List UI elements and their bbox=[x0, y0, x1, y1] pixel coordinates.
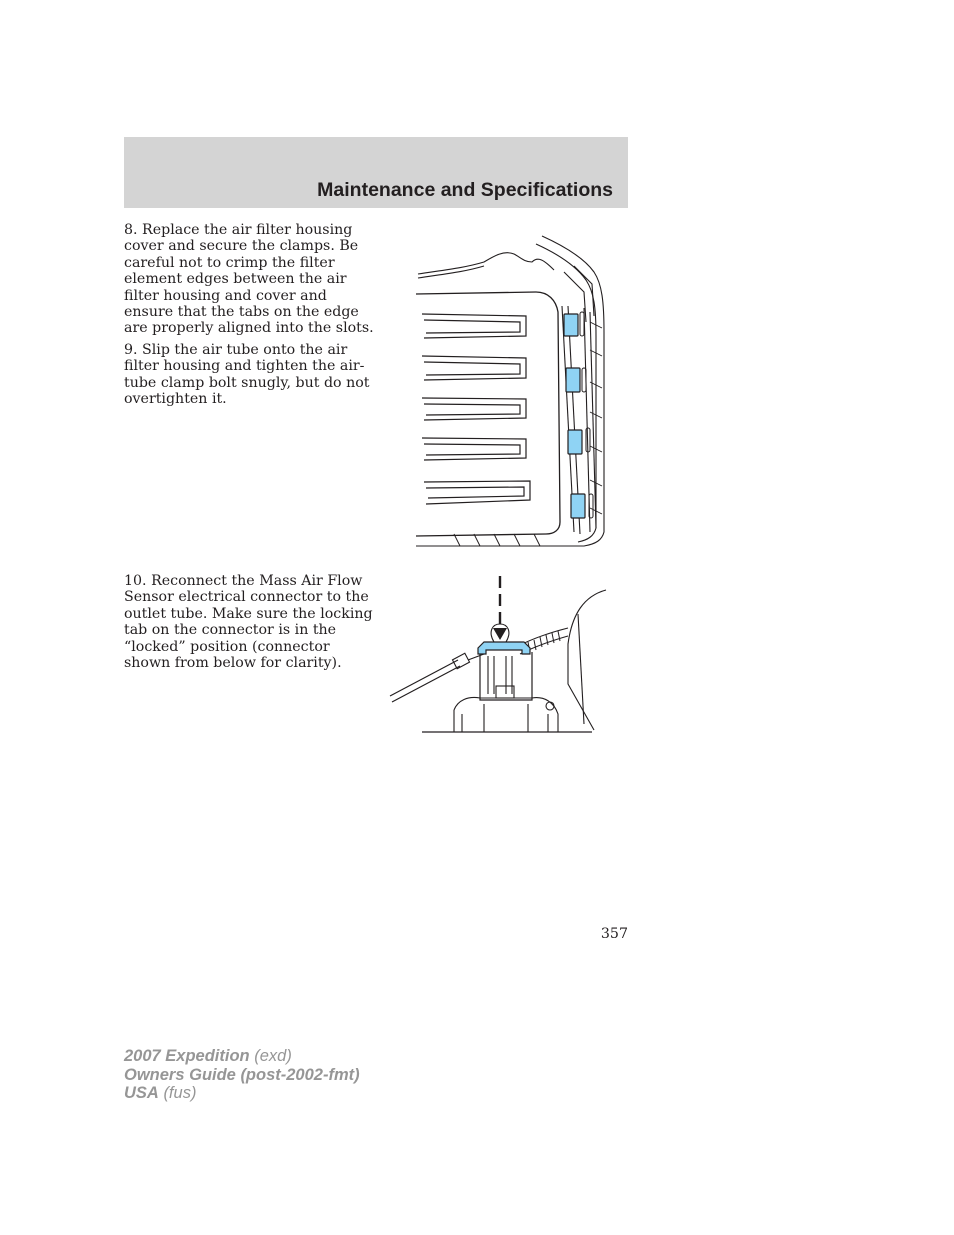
step-9-text: 9. Slip the air tube onto the air filter housing and tighten the air-tube clamp bolt snugly, but do not overtighten it. bbox=[124, 342, 370, 408]
footer-guide: Owners Guide (post-2002-fmt) bbox=[124, 1065, 360, 1084]
footer-market: USA bbox=[124, 1084, 159, 1102]
footer-vehicle-code: (exd) bbox=[254, 1047, 292, 1065]
air-filter-housing-illustration bbox=[414, 232, 610, 550]
maf-connector-illustration bbox=[388, 574, 610, 736]
step-8-text: 8. Replace the air filter housing cover and secure the clamps. Be careful not to crimp the filter element edges between the air filter housing and cover and ensure that the tabs on the edge are properly aligned into the slots. bbox=[124, 222, 374, 337]
footer-market-code: (fus) bbox=[163, 1084, 197, 1102]
step-10-text: 10. Reconnect the Mass Air Flow Sensor electrical connector to the outlet tube. Make sure the locking tab on the connector is in the “locked” position (connector shown from below for clarity). bbox=[124, 573, 373, 672]
footer-line-1 bbox=[124, 1047, 360, 1066]
footer-vehicle: 2007 Expedition bbox=[124, 1047, 250, 1065]
section-header bbox=[124, 137, 628, 208]
footer-line-3 bbox=[124, 1084, 360, 1103]
footer-line-2 bbox=[124, 1066, 360, 1085]
section-title: Maintenance and Specifications bbox=[317, 179, 613, 201]
document-footer bbox=[124, 1047, 360, 1103]
page-number: 357 bbox=[600, 926, 628, 942]
